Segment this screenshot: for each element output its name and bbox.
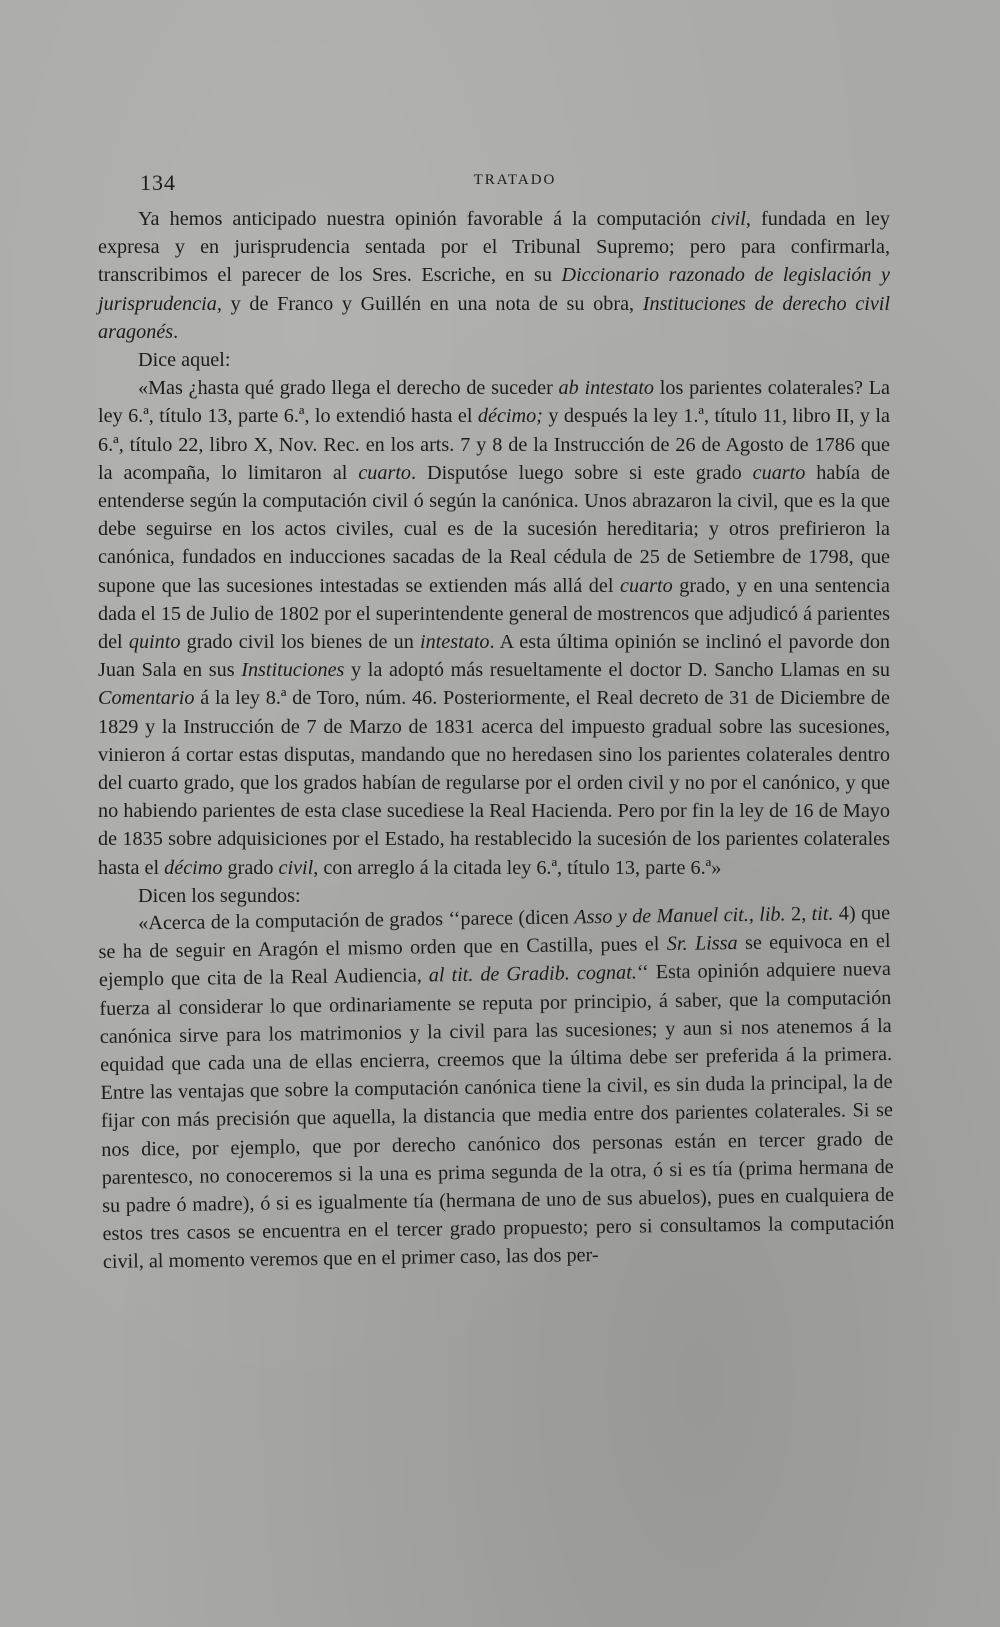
text-run: á la ley 8.ª de Toro, núm. 46. Posteriormente, el Real decreto de 31 de Diciembre de 1829 y la Instrucción de 7 de Marzo de 1831 acerca del impuesto gradual sobre las sucesiones, vinieron á cortar estas disputas, mandando que no heredasen sino los parientes colaterales dentro del cuarto grado, que los grados habían de regularse por el orden civil y no por el canónico, y que no habiendo parientes de esta clase sucediese la Real Hacienda. Pero por fin la ley de 16 de Mayo de 1835 sobre adquisiciones por el Estado, ha restablecido la sucesión de los parientes colaterales hasta el bbox=[98, 687, 890, 879]
text-run: los parientes colaterales? La ley 6.ª, título 13, parte 6.ª, lo extendió hasta el bbox=[98, 377, 891, 428]
italic-text: ab intestato bbox=[558, 377, 655, 400]
running-head bbox=[100, 170, 890, 198]
italic-text: décimo bbox=[164, 856, 223, 879]
text-run: había de entenderse según la computación civil ó según la canónica. Unos abrazaron la civil, que es la que debe seguirse en los actos civiles, cual es de la sucesión hereditaria; y otros prefirieron la canónica, fundados en inducciones sacadas de la Real cédula de 25 de Setiembre de 1798, que supone que las sucesiones intestadas se extienden más allá del bbox=[98, 461, 890, 597]
text-run: grado civil los bienes de un bbox=[180, 631, 420, 654]
text-run: Dicen los segundos: bbox=[138, 884, 301, 907]
text-run: , fundada en ley expresa y en jurisprudencia sentada por el Tribunal Supremo; pero para confirmarla, transcribimos el parecer de los Sres. Escriche, en su bbox=[98, 208, 890, 287]
italic-text: Instituciones de derecho civil aragonés bbox=[98, 292, 891, 343]
text-run: , con arreglo á la citada ley 6.ª, título 13, parte 6.ª» bbox=[313, 856, 722, 879]
text-run: y la adoptó más resueltamente el doctor D. Sancho Llamas en su bbox=[344, 659, 891, 682]
italic-text: civil bbox=[278, 856, 314, 879]
text-run: y después la ley 1.ª, título 11, libro II, y la 6.ª, título 22, libro X, Nov. Rec. en los arts. 7 y 8 de la Instrucción de 26 de Agosto de 1786 que la acompaña, lo limitaron al bbox=[98, 405, 890, 484]
text-run: , y de Franco y Guillén en una nota de su obra, bbox=[216, 292, 643, 315]
paragraph bbox=[98, 374, 890, 882]
text-run: grado bbox=[222, 856, 279, 879]
italic-text: Asso y de Manuel cit., lib. bbox=[574, 903, 786, 929]
text-run: . Disputóse luego sobre si este grado bbox=[411, 461, 753, 484]
text-run: Ya hemos anticipado nuestra opinión favorable á la computación bbox=[138, 208, 712, 230]
italic-text: quinto bbox=[128, 631, 181, 654]
italic-text: Instituciones bbox=[241, 659, 345, 682]
page-number: 134 bbox=[140, 170, 176, 195]
italic-text: Diccionario razonado de legislación y jurisprudencia bbox=[98, 264, 890, 315]
italic-text: cuarto bbox=[620, 574, 673, 597]
text-run: se equivoca en el ejemplo que cita de la Real Audiencia, bbox=[98, 930, 891, 992]
italic-text: civil bbox=[711, 208, 746, 230]
paragraph bbox=[98, 205, 890, 346]
italic-text: Comentario bbox=[98, 687, 195, 710]
running-title: TRATADO bbox=[473, 172, 557, 188]
italic-text: cuarto bbox=[358, 461, 412, 484]
text-run: ‘‘ Esta opinión adquiere nueva fuerza al considerar lo que ordinariamente se reputa por principio, á saber, que la computación canónica sirve para los matrimonios y la civil para las sucesiones; y aun si nos atenemos á la equidad que cada una de ellas encierra, creemos que la última debe ser preferida á la primera. Entre las ventajas que sobre la computación canónica tiene la civil, es sin duda la principal, la de fijar con más precisión que aquella, la distancia que media entre dos parientes colaterales. Si se nos dice, por ejemplo, que por derecho canónico dos personas están en tercer grado de parentesco, no conoceremos si la una es prima segunda de la otra, ó si es tía (prima hermana de su padre ó madre), ó si es igualmente tía (hermana de uno de sus abuelos), pues en cualquiera de estos tres casos se encuentra en el tercer grado propuesto; pero si consultamos la computación civil, al momento veremos que en el primer caso, las dos per- bbox=[99, 958, 895, 1274]
text-run: «Acerca de la computación de grados ‘‘parece (dicen bbox=[138, 906, 575, 935]
text-run: . bbox=[173, 320, 179, 343]
text-run: 2, bbox=[785, 903, 812, 926]
italic-text: al tit. de Gradib. cognat. bbox=[428, 961, 637, 987]
text-run: grado, y en una sentencia dada el 15 de Julio de 1802 por el superintendente general de mostrencos que adjudicó á parientes del bbox=[98, 574, 890, 654]
text-run: 4) que se ha de seguir en Aragón el mismo orden que en Castilla, pues el bbox=[98, 902, 891, 964]
paragraph bbox=[98, 346, 890, 374]
body-text bbox=[98, 205, 895, 1277]
italic-text: décimo; bbox=[477, 405, 543, 428]
italic-text: intestato bbox=[419, 631, 490, 654]
text-run: . A esta última opinión se inclinó el pavorde don Juan Sala en sus bbox=[98, 631, 891, 682]
text-run: «Mas ¿hasta qué grado llega el derecho de suceder bbox=[138, 377, 559, 400]
italic-text: Sr. Lissa bbox=[666, 932, 738, 956]
paragraph bbox=[98, 899, 895, 1277]
italic-text: cuarto bbox=[752, 461, 806, 484]
text-run: Dice aquel: bbox=[138, 349, 231, 372]
italic-text: tit. bbox=[811, 902, 834, 926]
